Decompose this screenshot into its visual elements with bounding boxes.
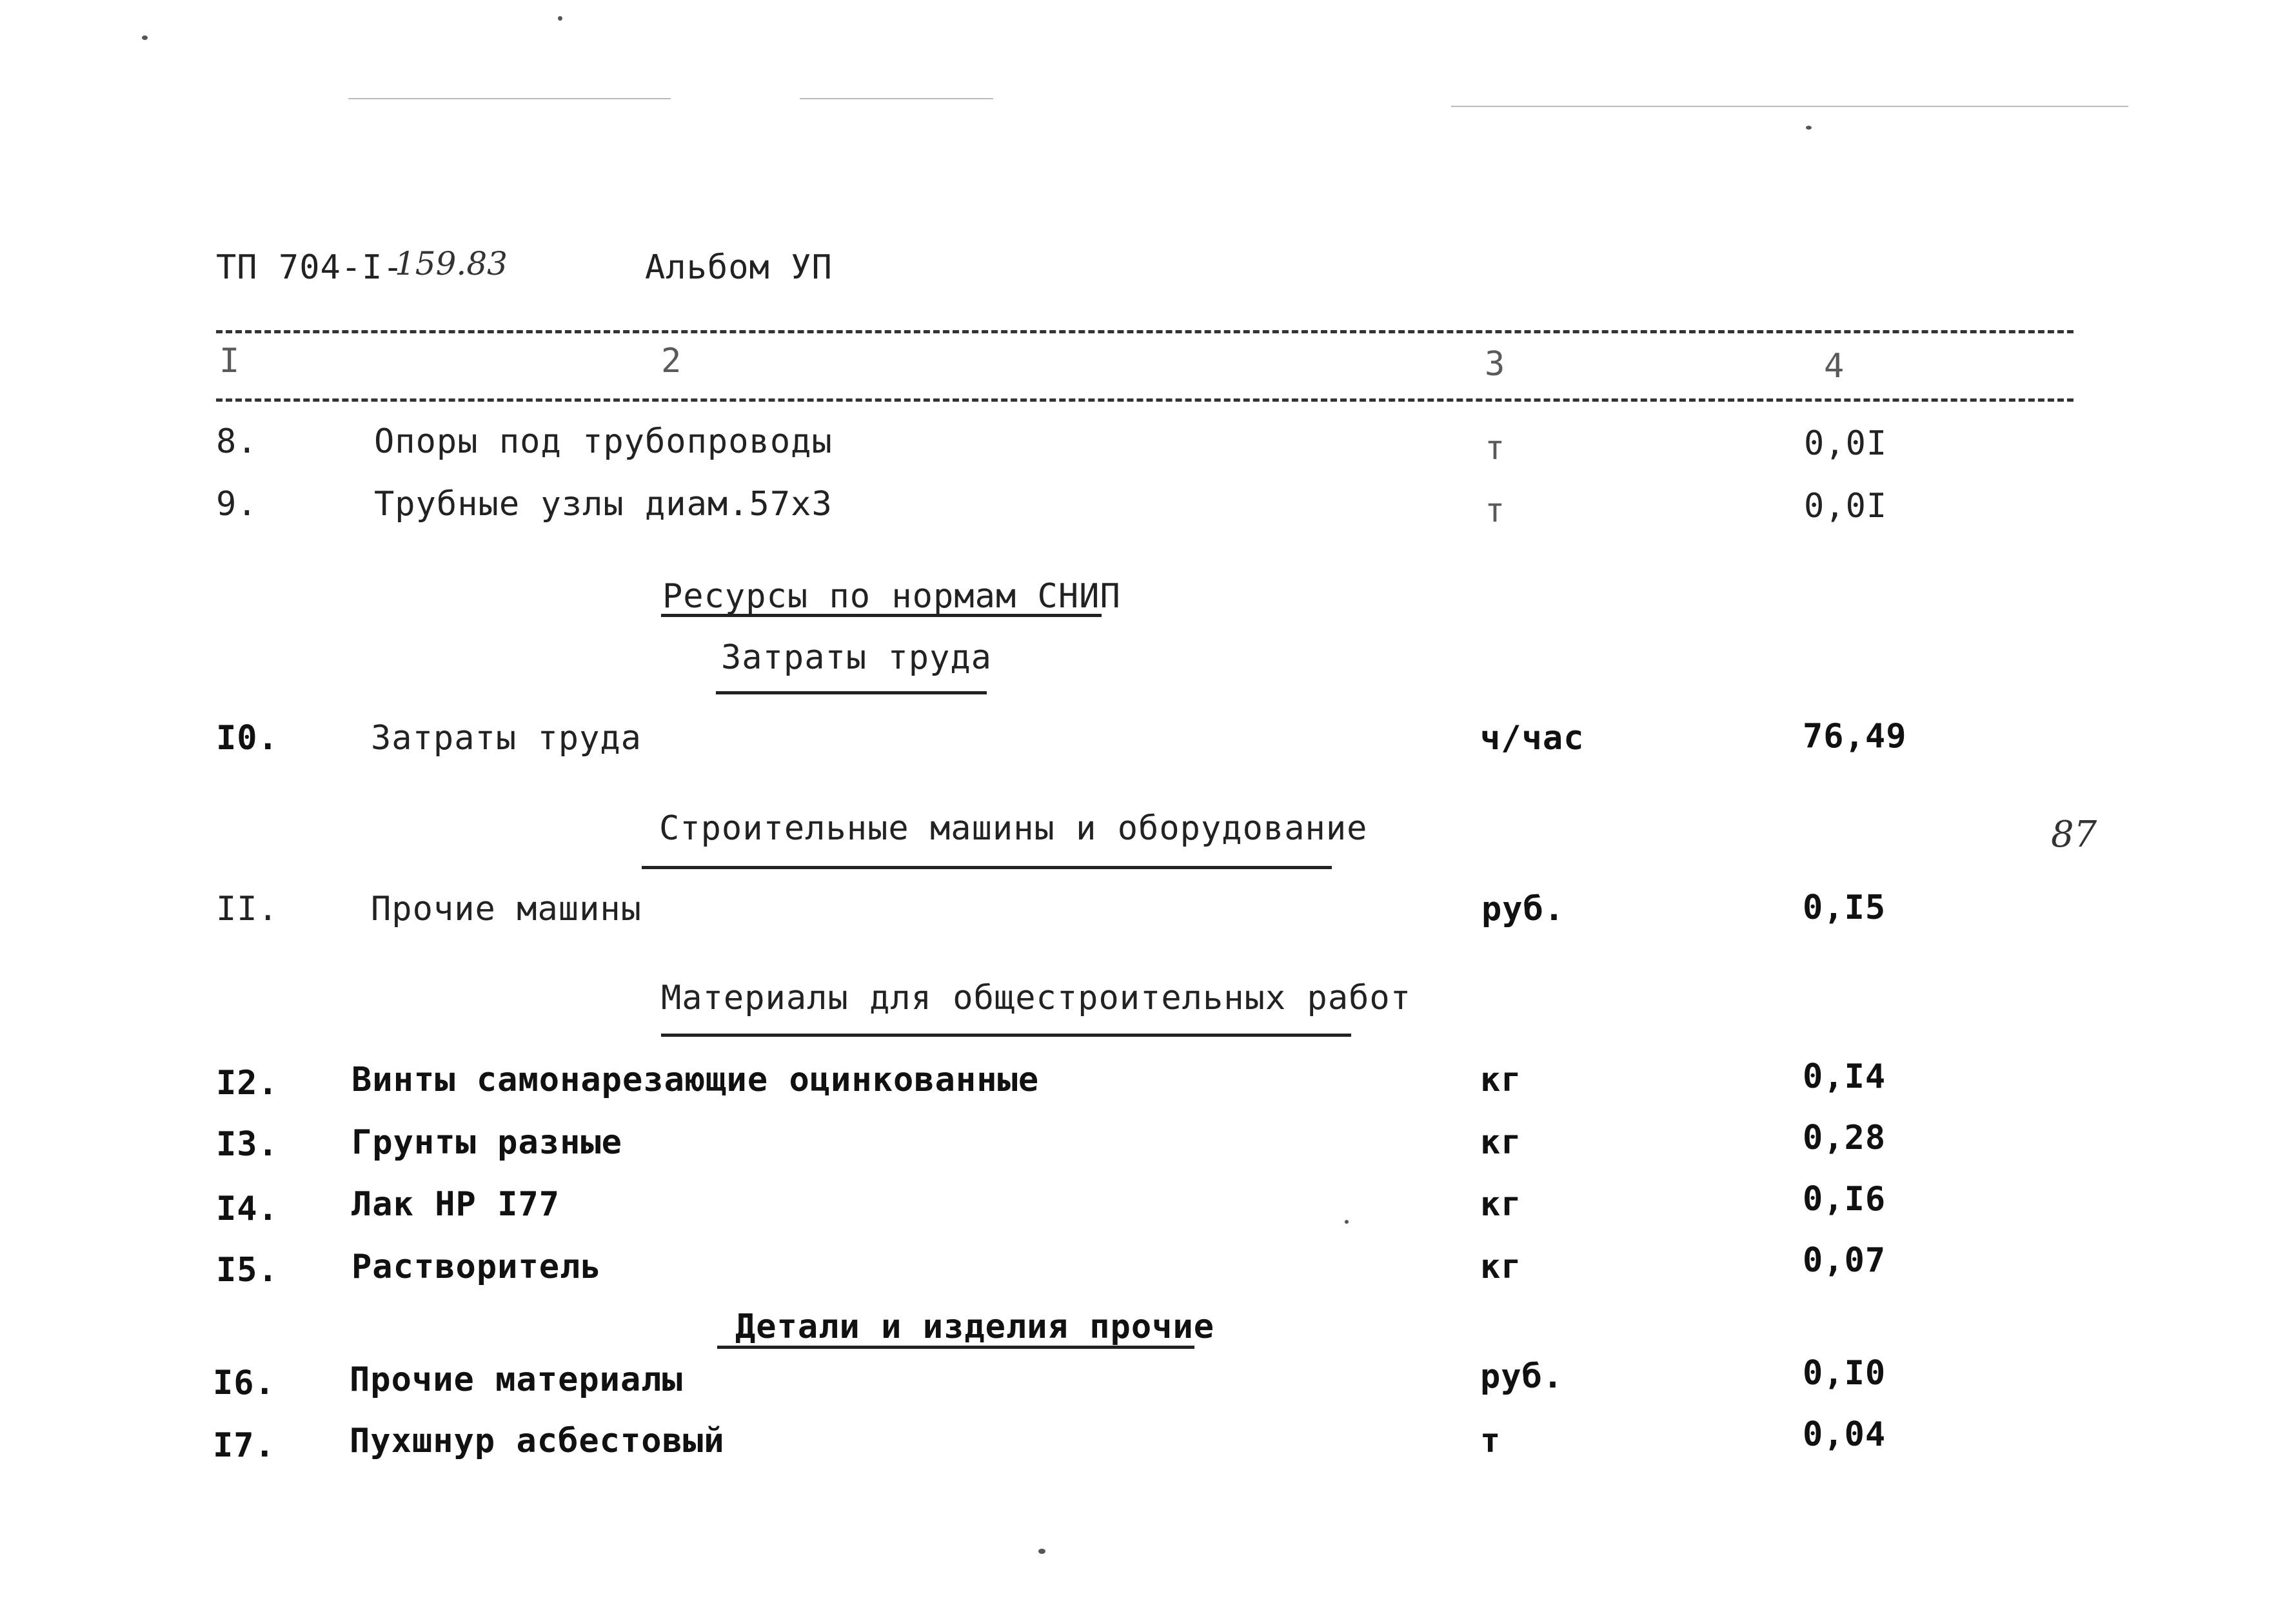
row-name: Трубные узлы диам.57х3 — [374, 485, 833, 524]
column-header-3: 3 — [1485, 345, 1506, 384]
row-value: 0,0I — [1804, 424, 1888, 463]
row-number: I7. — [213, 1426, 275, 1465]
row-number: I3. — [216, 1125, 279, 1164]
row-value: 0,0I — [1804, 487, 1888, 525]
row-unit: кг — [1480, 1123, 1522, 1162]
row-number: I4. — [216, 1190, 279, 1228]
section-heading-machines: Строительные машины и оборудование — [659, 809, 1368, 848]
row-name: Пухшнур асбестовый — [350, 1422, 725, 1460]
row-name: Лак НР I77 — [351, 1185, 560, 1224]
album-label: Альбом УП — [645, 248, 833, 287]
section-heading-labor: Затраты труда — [721, 638, 992, 677]
row-value: 0,I4 — [1803, 1057, 1886, 1096]
doc-number-handwritten: 159.83 — [395, 245, 508, 282]
row-value: 0,I0 — [1803, 1354, 1886, 1393]
row-unit: руб. — [1481, 890, 1565, 928]
row-unit: т — [1485, 491, 1506, 530]
doc-code: ТП 704-I- — [216, 248, 404, 287]
section-underline — [661, 614, 1102, 617]
scan-speck — [1345, 1220, 1349, 1224]
section-underline — [661, 1034, 1351, 1037]
scan-artifact-line — [348, 98, 671, 99]
row-unit: кг — [1480, 1061, 1522, 1099]
row-value: 0,07 — [1803, 1241, 1886, 1280]
column-header-1: I — [219, 342, 241, 380]
section-heading-materials: Материалы для общестроительных работ — [661, 979, 1412, 1017]
section-underline — [642, 866, 1332, 869]
row-name: Винты самонарезающие оцинкованные — [351, 1061, 1040, 1099]
section-underline — [717, 1346, 1194, 1349]
row-number: I2. — [216, 1064, 279, 1103]
row-value: 0,04 — [1803, 1415, 1886, 1454]
column-header-2: 2 — [661, 342, 682, 380]
row-unit: ч/час — [1480, 719, 1585, 758]
row-unit: кг — [1480, 1248, 1522, 1286]
page-mark: 87 — [2051, 814, 2097, 856]
row-value: 0,I5 — [1803, 888, 1886, 927]
row-value: 0,I6 — [1803, 1180, 1886, 1219]
row-number: I0. — [216, 719, 279, 758]
row-unit: руб. — [1480, 1357, 1564, 1396]
section-heading-resources: Ресурсы по нормам СНИП — [662, 577, 1121, 616]
row-value: 0,28 — [1803, 1119, 1886, 1157]
row-number: II. — [216, 890, 279, 928]
row-unit: кг — [1480, 1185, 1522, 1224]
scan-speck — [142, 35, 148, 40]
scan-speck — [1806, 126, 1812, 130]
section-heading-details: Детали и изделия прочие — [735, 1308, 1215, 1346]
row-name: Прочие машины — [371, 890, 642, 928]
row-number: 8. — [216, 422, 258, 461]
row-number: 9. — [216, 485, 258, 524]
scan-speck — [1038, 1549, 1045, 1554]
row-name: Затраты труда — [371, 719, 642, 758]
row-number: I5. — [216, 1251, 279, 1290]
row-value: 76,49 — [1803, 717, 1907, 756]
row-name: Опоры под трубопроводы — [374, 422, 833, 461]
row-name: Растворитель — [351, 1248, 602, 1286]
table-header-rule-top — [216, 330, 2073, 333]
row-unit: т — [1480, 1422, 1501, 1460]
row-unit: т — [1485, 429, 1506, 467]
scan-speck — [558, 16, 562, 21]
row-number: I6. — [213, 1364, 275, 1402]
row-name: Прочие материалы — [350, 1360, 683, 1399]
row-name: Грунты разные — [351, 1123, 622, 1162]
table-header-rule-bottom — [216, 398, 2073, 402]
scan-artifact-line — [1451, 106, 2128, 107]
scan-artifact-line — [800, 98, 993, 99]
section-underline — [716, 691, 987, 694]
column-header-4: 4 — [1824, 347, 1845, 386]
